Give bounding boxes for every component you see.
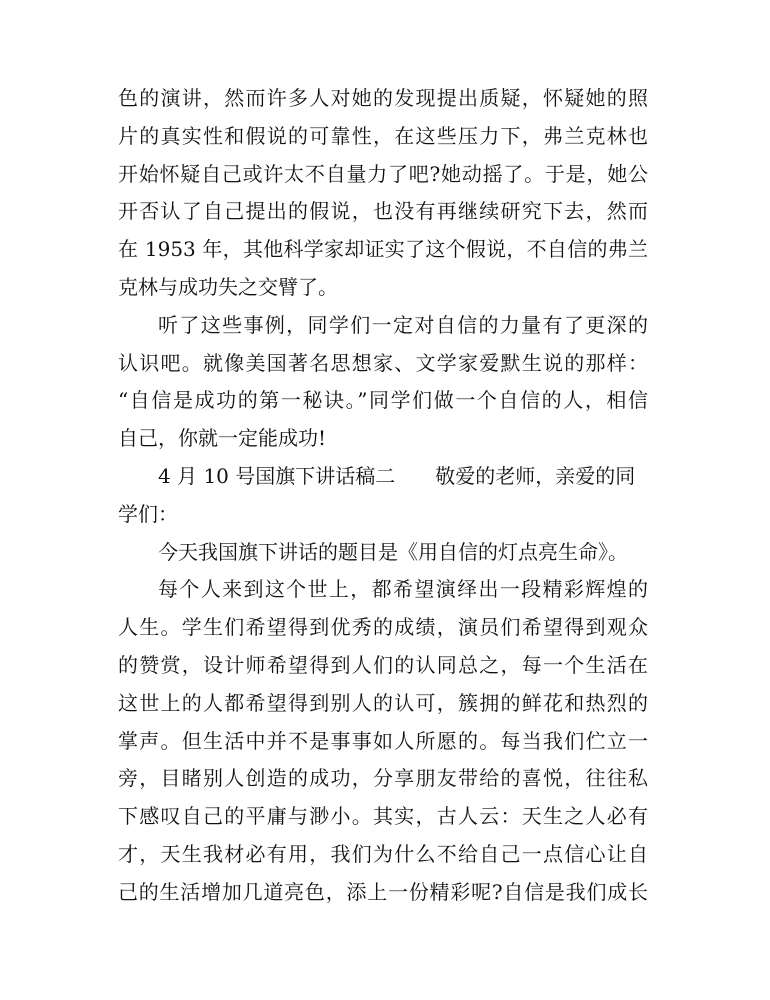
- text-line: 片的真实性和假说的可靠性，在这些压力下，弗兰克林也: [118, 123, 648, 148]
- text-line: 下感叹自己的平庸与渺小。其实，古人云：天生之人必有: [118, 804, 648, 829]
- speech-heading-title: 4 月 10 号国旗下讲话稿二: [158, 463, 396, 488]
- text-line: 这世上的人都希望得到别人的认可，簇拥的鲜花和热烈的: [118, 690, 648, 715]
- text-line: 开始怀疑自己或许太不自量力了吧?她动摇了。于是，她公: [118, 161, 648, 186]
- text-line: 旁，目睹别人创造的成功，分享朋友带给的喜悦，往往私: [118, 766, 648, 791]
- text-line: 自己，你就一定能成功!: [118, 426, 327, 451]
- text-line: 克林与成功失之交臂了。: [118, 274, 338, 299]
- text-line: 的赞赏，设计师希望得到人们的认同总之，每一个生活在: [118, 652, 648, 677]
- document-body: [118, 80, 648, 912]
- speech-greeting: 敬爱的老师，亲爱的同: [435, 463, 636, 488]
- text-line: 掌声。但生活中并不是事事如人所愿的。每当我们伫立一: [118, 728, 648, 753]
- speech-heading-line: [118, 458, 648, 496]
- text-line: 己的生活增加几道亮色，添上一份精彩呢?自信是我们成长: [118, 879, 648, 904]
- paragraph-first-line: 今天我国旗下讲话的题目是《用自信的灯点亮生命》。: [158, 539, 628, 564]
- text-line: 学们：: [118, 501, 178, 526]
- text-line: 认识吧。就像美国著名思想家、文学家爱默生说的那样：: [118, 350, 648, 375]
- paragraph-first-line: 听了这些事例，同学们一定对自信的力量有了更深的: [158, 312, 648, 337]
- text-line: 在 1953 年，其他科学家却证实了这个假说，不自信的弗兰: [118, 237, 648, 262]
- text-line: 色的演讲，然而许多人对她的发现提出质疑，怀疑她的照: [118, 86, 648, 110]
- text-line: “自信是成功的第一秘诀。”同学们做一个自信的人，相信: [118, 388, 648, 413]
- text-line: 人生。学生们希望得到优秀的成绩，演员们希望得到观众: [118, 615, 648, 640]
- text-line: 开否认了自己提出的假说，也没有再继续研究下去，然而: [118, 199, 648, 224]
- paragraph-first-line: 每个人来到这个世上，都希望演绎出一段精彩辉煌的: [158, 577, 648, 602]
- text-line: 才，天生我材必有用，我们为什么不给自己一点信心让自: [118, 841, 648, 866]
